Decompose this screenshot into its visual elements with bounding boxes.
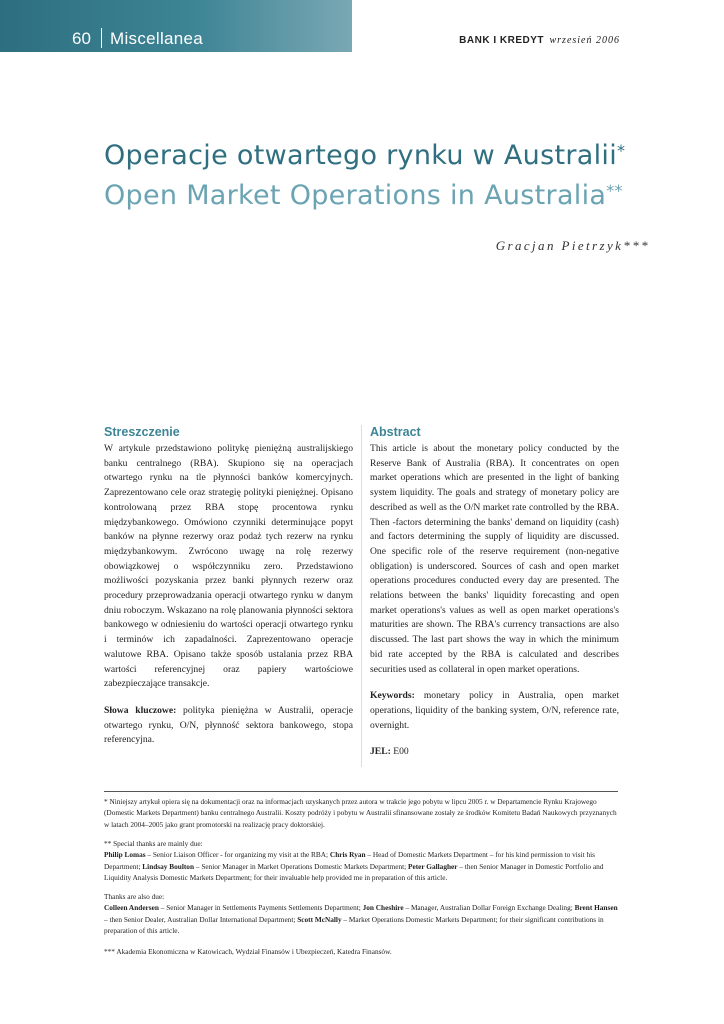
thanks-role: – Senior Manager in Settlements Payments Settlements Department; (158, 903, 363, 913)
abstract-keywords (370, 689, 619, 733)
author-name: Gracjan Pietrzyk*** (495, 238, 650, 253)
footnote-4-text: *** Akademia Ekonomiczna w Katowicach, Wydział Finansów i Ubezpieczeń, Katedra Finansów. (104, 947, 392, 956)
thanks-role: – then Senior Dealer, Australian Dollar International Department; (104, 914, 298, 924)
streszczenie-keywords-label: Słowa kluczowe: (104, 704, 177, 716)
thanks-role: – Senior Liaison Officer - for organizing my visit at the RBA; (145, 850, 330, 860)
thanks-name: Brent Hansen (574, 903, 618, 913)
thanks-role: – Senior Manager in Market Operations Domestic Markets Department; (194, 861, 408, 871)
abstract-body: This article is about the monetary policy conducted by the Reserve Bank of Australia (RBA). It concentrates on open market operations which are presented in the light of banking system liquidity. The goals and strategy of monetary policy are described as well as the O/N market rate controlled by the RBA. Then -factors determining the banks' demand on liquidity (cash) and factors determining the supply of liquidity are discussed. One specific role of the reserve requirement (non-negative obligation) is underscored. Sources of cash and open market operations procedures conducted every day are presented. The relations between the banks' liquidity forecasting and open market operations's values as well as open market operations's maturities are shown. The RBA's currency transactions are also discussed. The last part shows the way in which the minimum bid rate accepted by the RBA is calculated and describes securities used as collateral in open market operations. (370, 443, 619, 675)
title-english (104, 180, 623, 211)
abstract-heading: Abstract (370, 425, 421, 439)
abstract-keywords-label: Keywords: (370, 690, 415, 702)
jel-value: E00 (393, 746, 409, 758)
section-name: Miscellanea (110, 29, 204, 48)
streszczenie-body: W artykule przedstawiono politykę pieniężną australijskiego banku centralnego (RBA). Skupiono się na operacjach otwartego rynku na tle płynności banków komercyjnych. Zaprezentowano cele oraz strategię polityki pieniężnej. Opisano kontrolowaną przez RBA stopę procentowa rynku międzybankowego. Omówiono czynniki determinujące popyt banków na płynne rezerwy oraz podaż tych rezerw na rynku międzybankowym. Zwrócono uwagę na rolę rezerwy obowiązkowej o współczynniku zero. Przedstawiono możliwości pozyskania przez banki płynnych rezerw oraz procedury przeprowadzania operacji otwartego rynku w danym dniu roboczym. Wskazano na rolę planowania płynności sektora bankowego w odniesieniu do wartości operacji otwartego rynku i terminów ich zapadalności. Zaprezentowano operacje walutowe RBA. Opisano także sposób ustalania przez RBA wartości referencyjnej oraz papiery wartościowe zabezpieczające transakcje. (104, 443, 353, 690)
streszczenie-keywords-text: polityka pieniężna w Australii, operacje otwartego rynku, O/N, płynność sektora bankowego, stopa referencyjna. (104, 704, 354, 746)
thanks-name: Philip Lomas (104, 850, 146, 860)
footnote-2 (104, 838, 620, 883)
title-english-footnote-mark[interactable]: ** (606, 181, 623, 200)
page-number: 60 (72, 29, 91, 48)
thanks-name: Chris Ryan (329, 850, 366, 860)
header-separator (101, 28, 102, 48)
footnote-4 (104, 946, 620, 957)
thanks-name: Scott McNally (297, 914, 342, 924)
running-header (459, 35, 620, 46)
title-polish-text: Operacje otwartego rynku w Australii (104, 140, 618, 171)
abstract-keywords-text: monetary policy in Australia, open market operations, liquidity of the banking system, O/N, reference rate, overnight. (370, 690, 619, 731)
jel-label: JEL: (370, 746, 391, 758)
footnote-rule (104, 791, 618, 792)
streszczenie-heading: Streszczenie (104, 425, 180, 439)
streszczenie-keywords (104, 704, 353, 748)
journal-name: BANK I KREDYT (459, 35, 544, 46)
jel-code (370, 745, 619, 760)
streszczenie-section (104, 425, 353, 748)
footnote-2-intro: ** Special thanks are mainly due: (104, 839, 203, 848)
title-polish (104, 140, 625, 171)
footnote-3-body (104, 902, 620, 936)
footnote-3 (104, 891, 620, 936)
footnote-1 (104, 796, 620, 830)
thanks-name: Colleen Andersen (104, 903, 159, 913)
abstract-section (370, 425, 619, 760)
thanks-role: – Manager, Australian Dollar Foreign Exchange Dealing; (403, 903, 575, 913)
title-polish-footnote-mark[interactable]: * (617, 141, 626, 160)
thanks-name: Peter Gallagher (408, 861, 458, 871)
header-band (0, 0, 352, 52)
thanks-name: Jon Cheshire (362, 903, 404, 913)
thanks-role: – Head of Domestic Markets Department – for his kind permission to visit his Department; (104, 850, 595, 871)
column-divider (361, 425, 362, 767)
title-english-text: Open Market Operations in Australia (104, 180, 607, 211)
footnote-3-intro: Thanks are also due: (104, 892, 165, 901)
thanks-role: – Market Operations Domestic Markets Department; for their significant contributions in preparation of this article. (104, 914, 604, 935)
footnote-2-body (104, 849, 620, 883)
issue-date: wrzesień 2006 (549, 35, 620, 46)
footnote-1-text: * Niniejszy artykuł opiera się na dokumentacji oraz na informacjach uzyskanych przez autora w trakcie jego pobytu w lipcu 2005 r. w Departamencie Rynku Krajowego (Domestic Markets Department) banku centralnego Australii. Koszty podróży i pobytu w Australii sfinansowane zostały ze środków Komitetu Badań Naukowych przyznanych w latach 2004–2005 jako grant promotorski na realizację pracy doktorskiej. (104, 797, 617, 829)
thanks-role: – then Senior Manager in Domestic Portfolio and Liquidity Analysis Domestic Markets Department; for their invaluable help provided me in preparation of this article. (104, 861, 604, 882)
thanks-name: Lindsay Boulton (142, 861, 195, 871)
